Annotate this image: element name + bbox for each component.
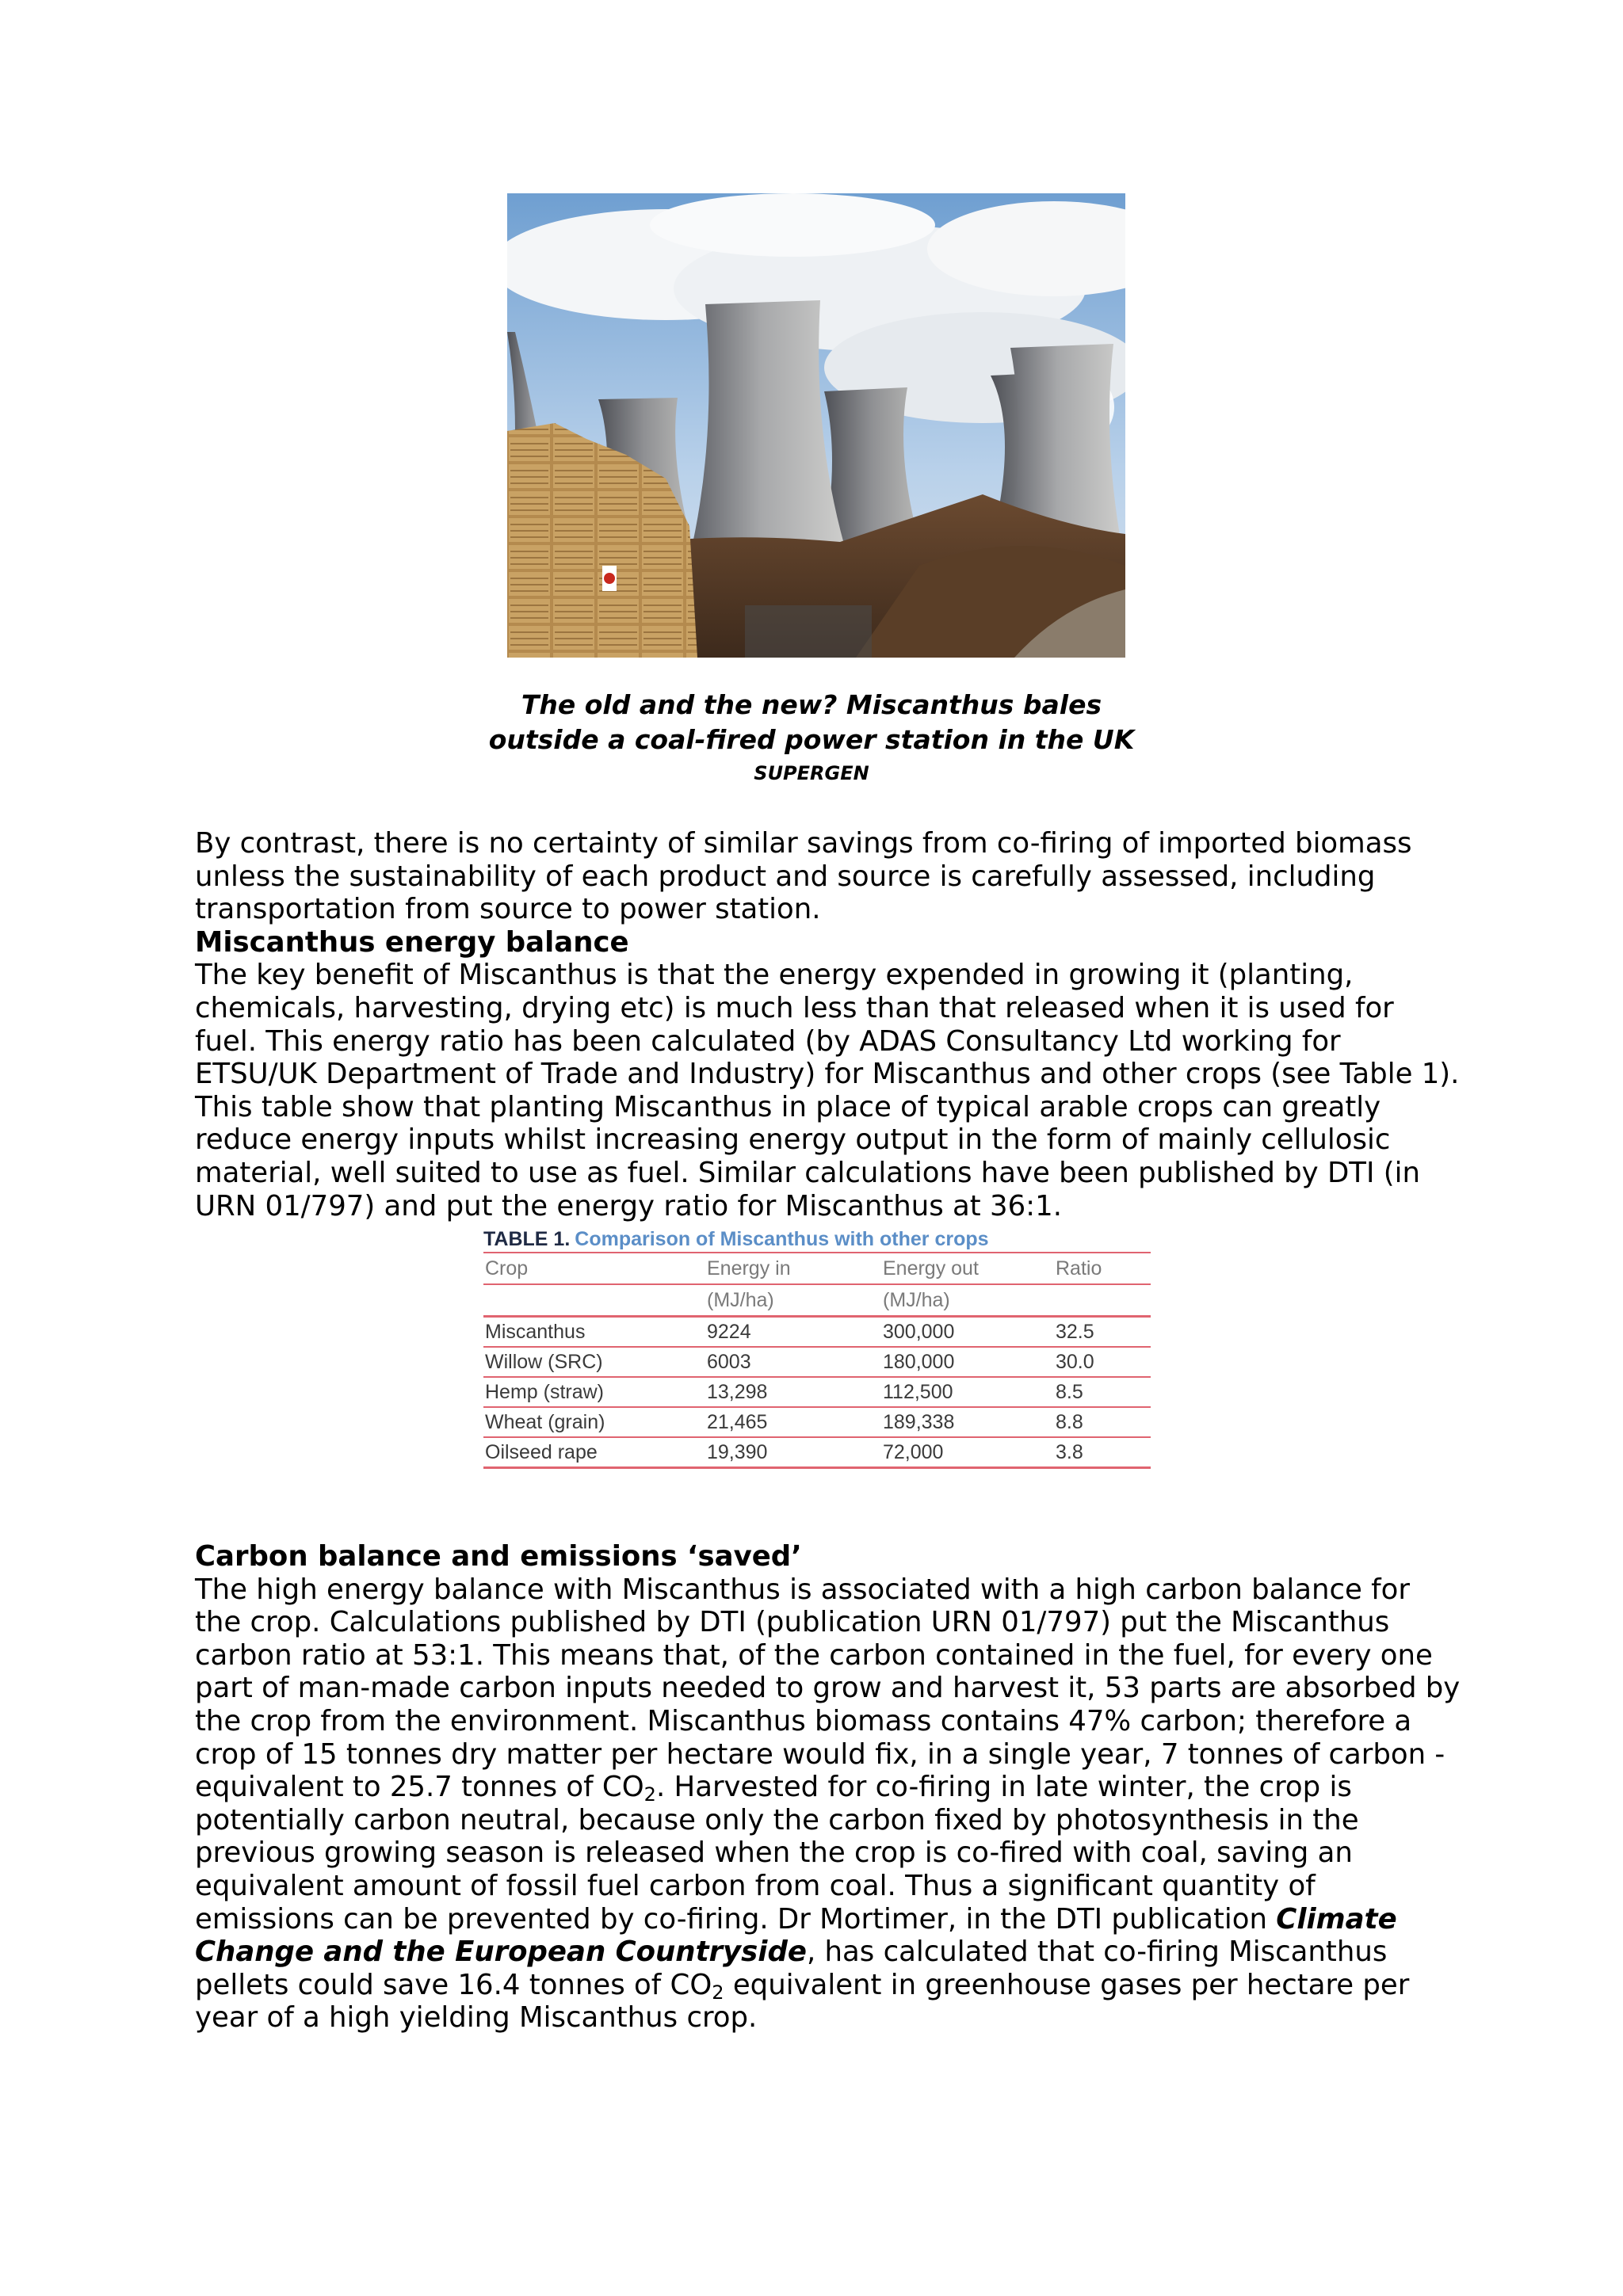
- paragraph-energy-balance: The key benefit of Miscanthus is that the energy expended in growing it (planting, chemicals, harvesting, drying etc) is much less than that released when it is used for fuel. This energy ratio has been calculated (by ADAS Consultancy Ltd working for ETSU/UK Department of Trade and Industry) for Miscanthus and other crops (see Table 1). This table show that planting Miscanthus in place of typical arable crops can greatly reduce energy inputs whilst increasing energy output in the form of mainly cellulosic material, well suited to use as fuel. Similar calculations have been published by DTI (in URN 01/797) and put the energy ratio for Miscanthus at 36:1.: [195, 959, 1460, 1222]
- cell-crop: Willow (SRC): [485, 1351, 603, 1373]
- units-energy-in: (MJ/ha): [707, 1289, 774, 1311]
- paragraph-carbon-balance: [195, 1573, 1463, 2035]
- cell-crop: Oilseed rape: [485, 1441, 598, 1463]
- cell-energy-out: 189,338: [883, 1411, 955, 1433]
- publication-title: Climate Change and the European Countryside: [195, 1902, 1397, 1969]
- figure-caption: [0, 688, 1623, 788]
- units-crop: [483, 1284, 705, 1317]
- carbon-text-part-4: equivalent in greenhouse gases per hectare per year of a high yielding Miscanthus crop.: [195, 1968, 1410, 2035]
- table-row: [483, 1407, 1151, 1437]
- cell-ratio: 32.5: [1056, 1321, 1094, 1343]
- table-title: [483, 1226, 1151, 1252]
- cell-energy-in: 19,390: [707, 1441, 768, 1463]
- carbon-text-part-1: The high energy balance with Miscanthus is associated with a high carbon balance for the crop. Calculations published by DTI (publication URN 01/797) put the Miscanthus carbon ratio at 53:1. This means that, of the carbon contained in the fuel, for every one part of man-made carbon inputs needed to grow and harvest it, 53 parts are absorbed by the crop from the environment. Miscanthus biomass contains 47% carbon; therefore a crop of 15 tonnes dry matter per hectare would fix, in a single year, 7 tonnes of carbon - equivalent to 25.7 tonnes of CO: [195, 1573, 1461, 1804]
- cell-crop: Miscanthus: [485, 1321, 586, 1343]
- carbon-text-part-2: . Harvested for co-firing in late winter, the crop is potentially carbon neutral, because only the carbon fixed by photosynthesis in the previous growing season is released when the crop is co-fired with coal, saving an equivalent amount of fossil fuel carbon from coal. Thus a significant quantity of emissions can be prevented by co-firing. Dr Mortimer, in the DTI publication: [195, 1771, 1359, 1936]
- cell-ratio: 3.8: [1056, 1441, 1083, 1463]
- heading-carbon-balance: Carbon balance and emissions ‘saved’: [195, 1540, 802, 1573]
- paragraph-contrast: By contrast, there is no certainty of similar savings from co-firing of imported biomass unless the sustainability of each product and source is carefully assessed, including transportation from source to power station.: [195, 827, 1412, 926]
- cell-energy-in: 9224: [707, 1321, 751, 1343]
- table-row: [483, 1377, 1151, 1407]
- table-row: [483, 1317, 1151, 1348]
- units-ratio: [1054, 1284, 1151, 1317]
- subscript-2: 2: [643, 1783, 656, 1806]
- cell-energy-out: 112,500: [883, 1381, 953, 1403]
- crop-comparison-table: [483, 1252, 1151, 1469]
- heading-energy-balance: Miscanthus energy balance: [195, 925, 629, 959]
- header-crop: Crop: [485, 1257, 529, 1280]
- caption-line-1: The old and the new? Miscanthus bales: [521, 689, 1102, 720]
- table-label: TABLE 1.: [483, 1228, 571, 1250]
- cell-ratio: 8.5: [1056, 1381, 1083, 1403]
- cell-ratio: 30.0: [1056, 1351, 1094, 1373]
- table-caption: Comparison of Miscanthus with other crops: [575, 1228, 989, 1250]
- cell-crop: Wheat (grain): [485, 1411, 605, 1433]
- header-ratio: Ratio: [1056, 1257, 1102, 1280]
- header-energy-in: Energy in: [707, 1257, 791, 1280]
- table-row: [483, 1437, 1151, 1468]
- cell-ratio: 8.8: [1056, 1411, 1083, 1433]
- table-1: [483, 1226, 1151, 1469]
- units-energy-out: (MJ/ha): [883, 1289, 950, 1311]
- table-row: [483, 1347, 1151, 1377]
- subscript-2: 2: [712, 1981, 724, 2004]
- cell-energy-in: 21,465: [707, 1411, 768, 1433]
- table-header-row: [483, 1253, 1151, 1284]
- cell-energy-out: 300,000: [883, 1321, 955, 1343]
- cell-energy-in: 6003: [707, 1351, 751, 1373]
- photo-credit: SUPERGEN: [754, 762, 869, 784]
- carbon-text-part-3: , has calculated that co-firing Miscanthus pellets could save 16.4 tonnes of CO: [195, 1936, 1388, 2001]
- header-energy-out: Energy out: [883, 1257, 979, 1280]
- cell-energy-out: 180,000: [883, 1351, 955, 1373]
- power-station-photo: [507, 193, 1125, 658]
- table-units-row: [483, 1284, 1151, 1317]
- caption-line-2: outside a coal-fired power station in the UK: [488, 724, 1135, 755]
- cell-energy-out: 72,000: [883, 1441, 944, 1463]
- energy-section: [195, 827, 1463, 1222]
- carbon-section: [195, 1540, 1463, 2035]
- cell-crop: Hemp (straw): [485, 1381, 605, 1403]
- cell-energy-in: 13,298: [707, 1381, 768, 1403]
